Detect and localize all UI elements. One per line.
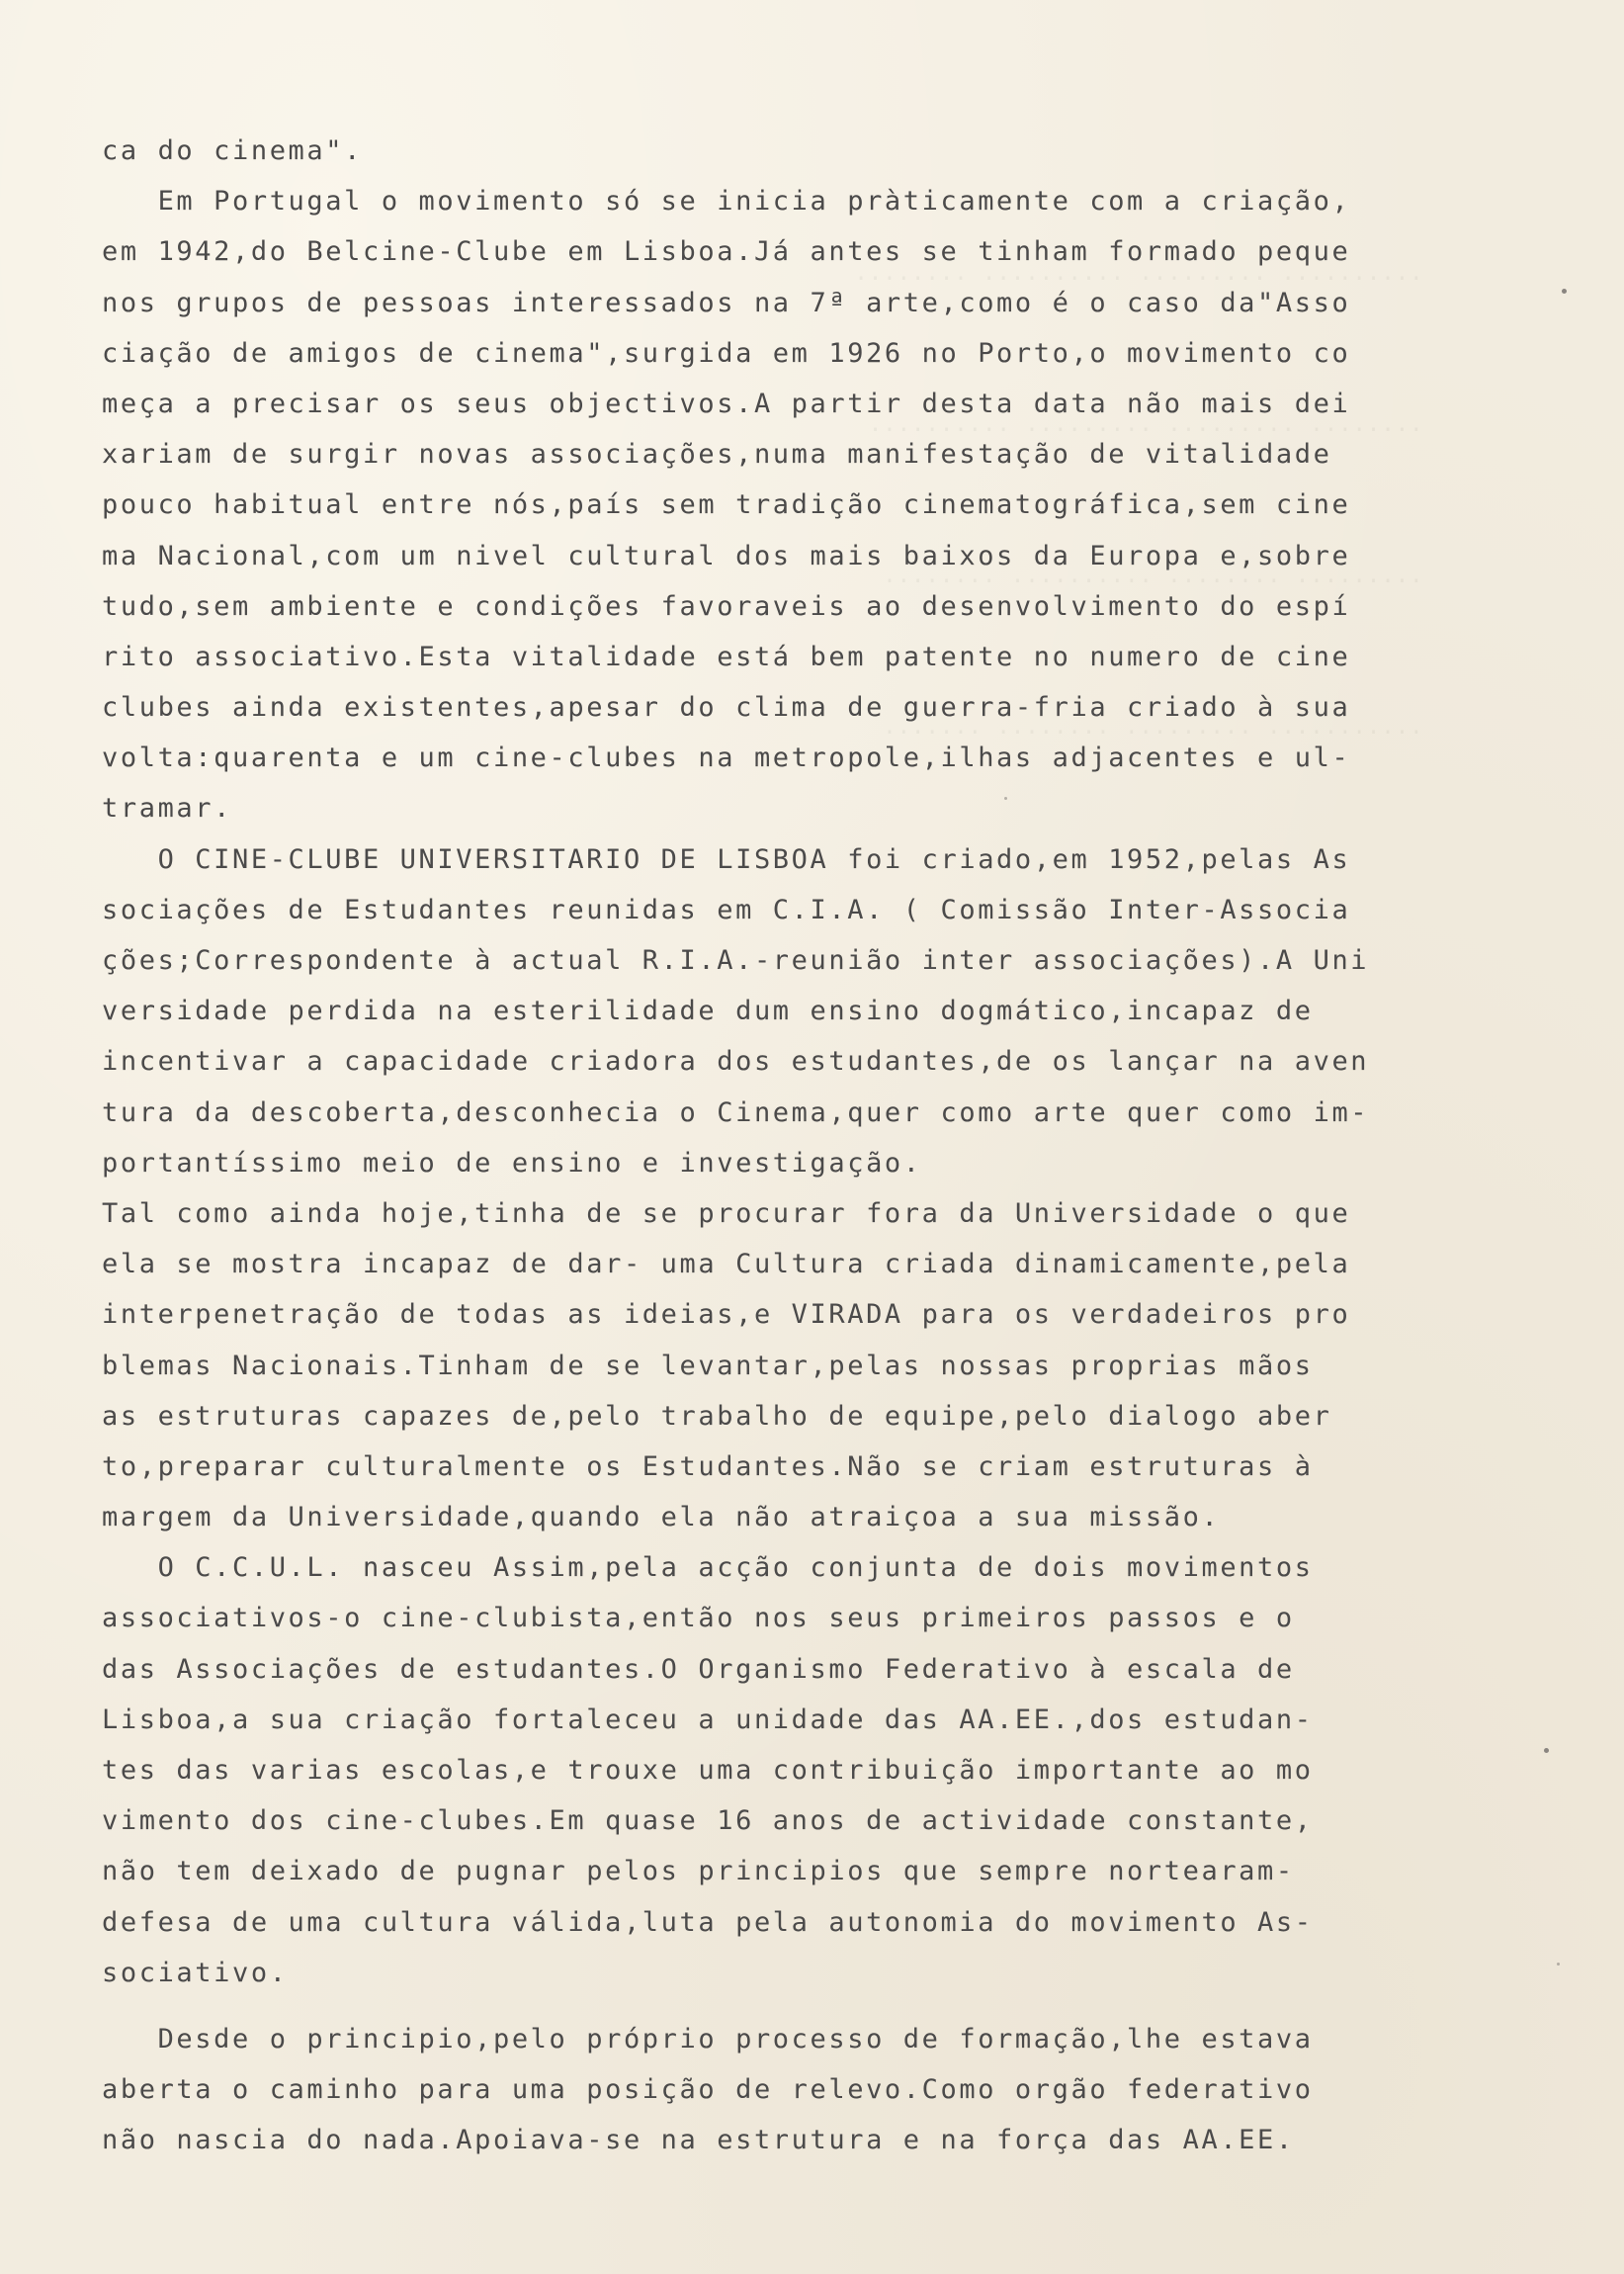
text-line: Desde o principio,pelo próprio processo de formação,lhe estava xyxy=(102,2023,1314,2055)
text-line: versidade perdida na esterilidade dum ensino dogmático,incapaz de xyxy=(102,996,1314,1027)
text-line: não tem deixado de pugnar pelos principios que sempre nortearam- xyxy=(102,1856,1295,1887)
text-line: Lisboa,a sua criação fortaleceu a unidade das AA.EE.,dos estudan- xyxy=(102,1704,1314,1735)
text-line: ela se mostra incapaz de dar- uma Cultura criada dinamicamente,pela xyxy=(102,1249,1351,1280)
text-line: blemas Nacionais.Tinham de se levantar,pelas nossas proprias mãos xyxy=(102,1350,1314,1381)
paragraph-gap xyxy=(102,1998,1416,2014)
text-line: em 1942,do Belcine-Clube em Lisboa.Já antes se tinham formado peque xyxy=(102,236,1351,268)
text-line: O C.C.U.L. nasceu Assim,pela acção conjunta de dois movimentos xyxy=(102,1552,1314,1584)
text-line: to,preparar culturalmente os Estudantes.Não se criam estruturas à xyxy=(102,1450,1314,1482)
text-line: Em Portugal o movimento só se inicia pràticamente com a criação, xyxy=(102,186,1351,218)
text-line: meça a precisar os seus objectivos.A partir desta data não mais dei xyxy=(102,388,1351,419)
paper-speck xyxy=(1562,289,1567,294)
text-line: defesa de uma cultura válida,luta pela autonomia do movimento As- xyxy=(102,1906,1314,1938)
text-line: tes das varias escolas,e trouxe uma contribuição importante ao mo xyxy=(102,1755,1314,1786)
text-line: das Associações de estudantes.O Organismo Federativo à escala de xyxy=(102,1653,1295,1685)
text-line: rito associativo.Esta vitalidade está bem patente no numero de cine xyxy=(102,641,1351,672)
text-line: sociativo. xyxy=(102,1957,289,1988)
text-line: ca do cinema". xyxy=(102,135,363,166)
text-line: xariam de surgir novas associações,numa manifestação de vitalidade xyxy=(102,439,1332,471)
bleed-line: ......... ........ .......... ........ xyxy=(882,564,1423,590)
paper-speck xyxy=(1557,1963,1560,1966)
bleed-line: .......... ......... .......... ........ xyxy=(853,261,1423,288)
bleed-line: ........ ......... ......... .......... xyxy=(868,412,1423,439)
text-line: volta:quarenta e um cine-clubes na metropole,ilhas adjacentes e ul- xyxy=(102,743,1351,774)
text-line: tudo,sem ambiente e condições favoraveis ao desenvolvimento do espí xyxy=(102,590,1351,622)
text-line: não nascia do nada.Apoiava-se na estrutura e na força das AA.EE. xyxy=(102,2125,1295,2156)
text-line: portantíssimo meio de ensino e investigação. xyxy=(102,1147,922,1179)
text-line: as estruturas capazes de,pelo trabalho de equipe,pelo dialogo aber xyxy=(102,1400,1332,1432)
text-line: O CINE-CLUBE UNIVERSITARIO DE LISBOA foi criado,em 1952,pelas As xyxy=(102,843,1351,875)
text-line: incentivar a capacidade criadora dos estudantes,de os lançar na aven xyxy=(102,1046,1370,1078)
paper-speck xyxy=(1544,1748,1549,1753)
text-line: margem da Universidade,quando ela não atraiçoa a sua missão. xyxy=(102,1502,1221,1533)
text-line: vimento dos cine-clubes.Em quase 16 anos de actividade constante, xyxy=(102,1805,1314,1837)
typed-text-body xyxy=(102,126,1416,2166)
text-line: associativos-o cine-clubista,então nos seus primeiros passos e o xyxy=(102,1603,1295,1634)
text-line: tramar. xyxy=(102,793,232,825)
text-line: aberta o caminho para uma posição de relevo.Como orgão federativo xyxy=(102,2074,1314,2106)
paper-speck xyxy=(1004,797,1007,800)
text-line: clubes ainda existentes,apesar do clima de guerra-fria criado à sua xyxy=(102,692,1351,724)
text-line: ciação de amigos de cinema",surgida em 1926 no Porto,o movimento co xyxy=(102,337,1351,369)
text-line: ma Nacional,com um nivel cultural dos mais baixos da Europa e,sobre xyxy=(102,540,1351,571)
text-line: Tal como ainda hoje,tinha de se procurar fora da Universidade o que xyxy=(102,1197,1351,1229)
text-line: nos grupos de pessoas interessados na 7ª arte,como é o caso da"Asso xyxy=(102,287,1351,318)
text-line: sociações de Estudantes reunidas em C.I.A. ( Comissão Inter-Associa xyxy=(102,894,1351,925)
text-line: tura da descoberta,desconhecia o Cinema,quer como arte quer como im- xyxy=(102,1096,1370,1128)
text-line: pouco habitual entre nós,país sem tradição cinematográfica,sem cine xyxy=(102,489,1351,521)
text-line: ções;Correspondente à actual R.I.A.-reunião inter associações).A Uni xyxy=(102,945,1370,976)
text-line: interpenetração de todas as ideias,e VIRADA para os verdadeiros pro xyxy=(102,1299,1351,1331)
bleed-line: ........... ......... ........ ....... xyxy=(882,715,1423,742)
